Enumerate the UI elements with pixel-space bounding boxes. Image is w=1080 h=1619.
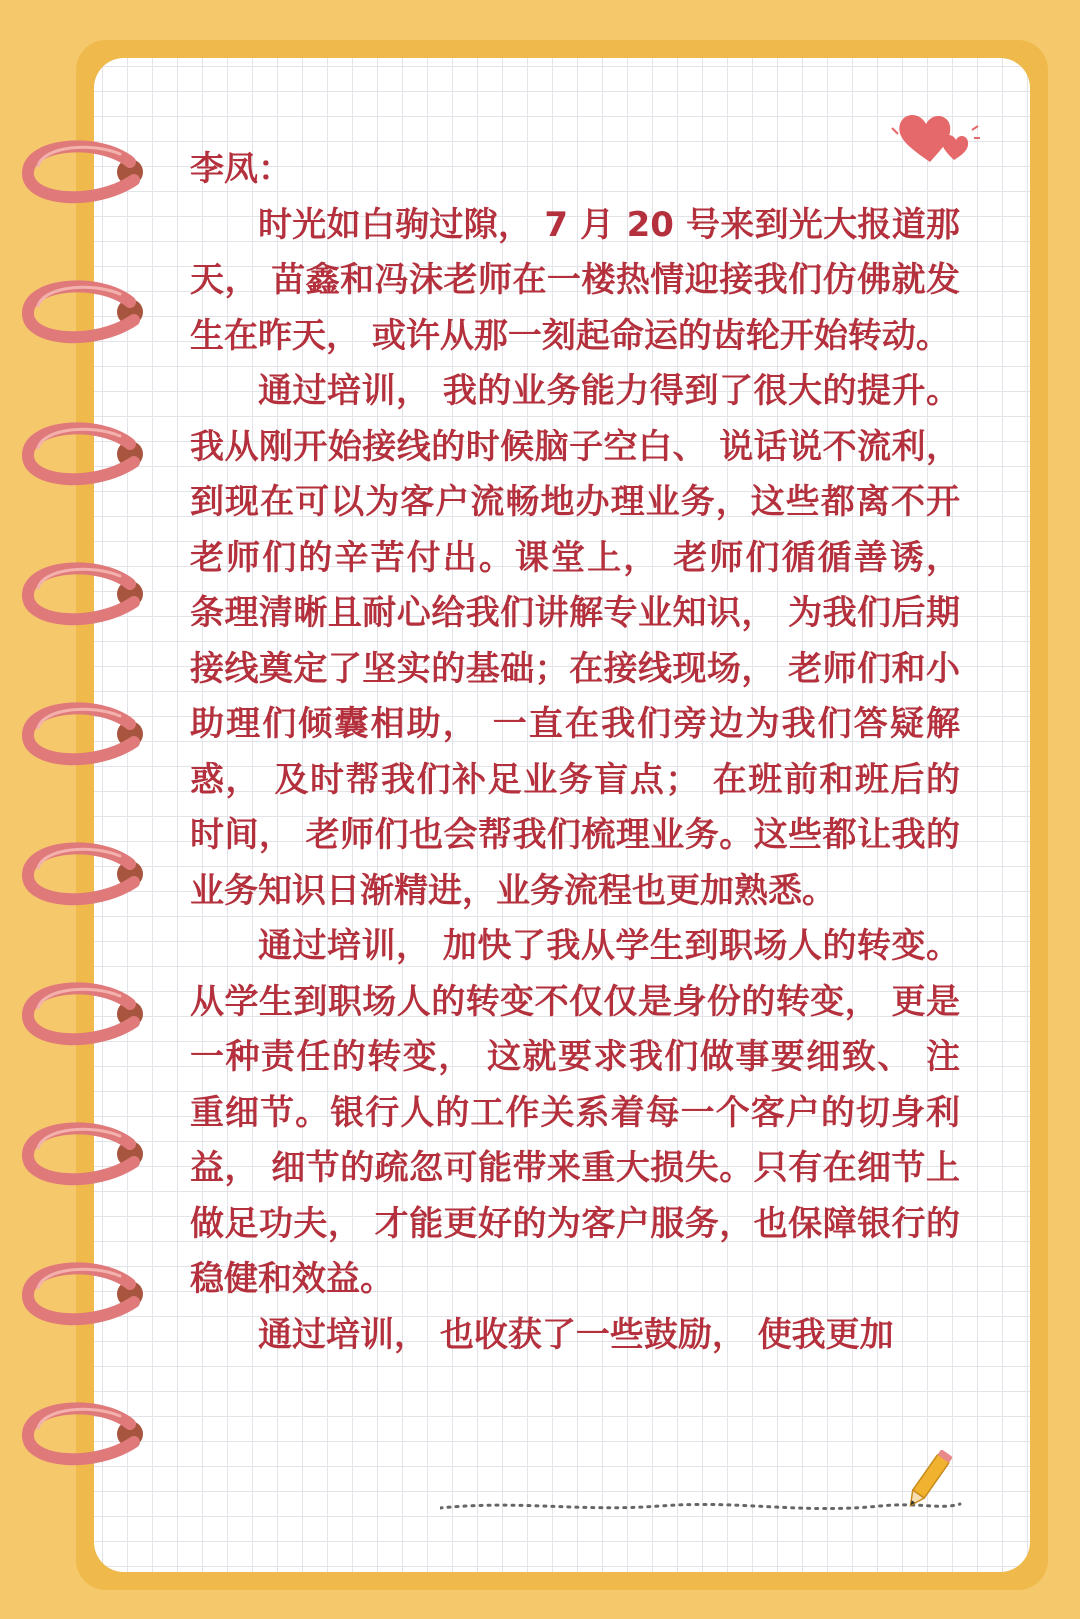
binder-rings: [0, 0, 160, 1619]
binder-ring-icon: [28, 568, 143, 619]
binder-ring-icon: [28, 428, 143, 479]
letter-salutation: 李凤：: [190, 149, 292, 189]
binder-ring-icon: [28, 708, 143, 759]
notebook-page: [94, 58, 1030, 1572]
binder-ring-icon: [28, 1408, 143, 1459]
binder-ring-icon: [28, 1128, 143, 1179]
letter-paragraph-1: 时光如白驹过隙， 7 月 20 号来到光大报道那天， 苗鑫和冯沫老师在一楼热情迎接我们仿佛就发生在昨天， 或许从那一刻起命运的齿轮开始转动。: [190, 204, 960, 356]
binder-ring-icon: [28, 988, 143, 1039]
binder-ring-icon: [28, 146, 143, 197]
binder-ring-icon: [28, 848, 143, 899]
pencil-icon: [440, 1450, 1000, 1530]
letter-paragraph-2: 通过培训， 我的业务能力得到了很大的提升。我从刚开始接线的时候脑子空白、 说话说不流利， 到现在可以为客户流畅地办理业务，这些都离不开老师们的辛苦付出。课堂上， 老师们循循善诱， 条理清晰且耐心给我们讲解专业知识， 为我们后期接线奠定了坚实的基础；在接线现场， 老师们和小助理们倾囊相助， 一直在我们旁边为我们答疑解惑， 及时帮我们补足业务盲点； 在班前和班后的时间， 老师们也会帮我们梳理业务。这些都让我的业务知识日渐精进，业务流程也更加熟悉。: [190, 371, 960, 911]
letter-body: [190, 142, 960, 1363]
hearts-icon: [890, 110, 980, 170]
letter-paragraph-4: 通过培训， 也收获了一些鼓励， 使我更加: [258, 1314, 894, 1355]
binder-ring-icon: [28, 286, 143, 337]
binder-ring-icon: [28, 1268, 143, 1319]
letter-paragraph-3: 通过培训， 加快了我从学生到职场人的转变。从学生到职场人的转变不仅仅是身份的转变， 更是一种责任的转变， 这就要求我们做事要细致、 注重细节。银行人的工作关系着每一个客户的切身利益， 细节的疏忽可能带来重大损失。只有在细节上做足功夫， 才能更好的为客户服务，也保障银行的稳健和效益。: [190, 926, 960, 1299]
